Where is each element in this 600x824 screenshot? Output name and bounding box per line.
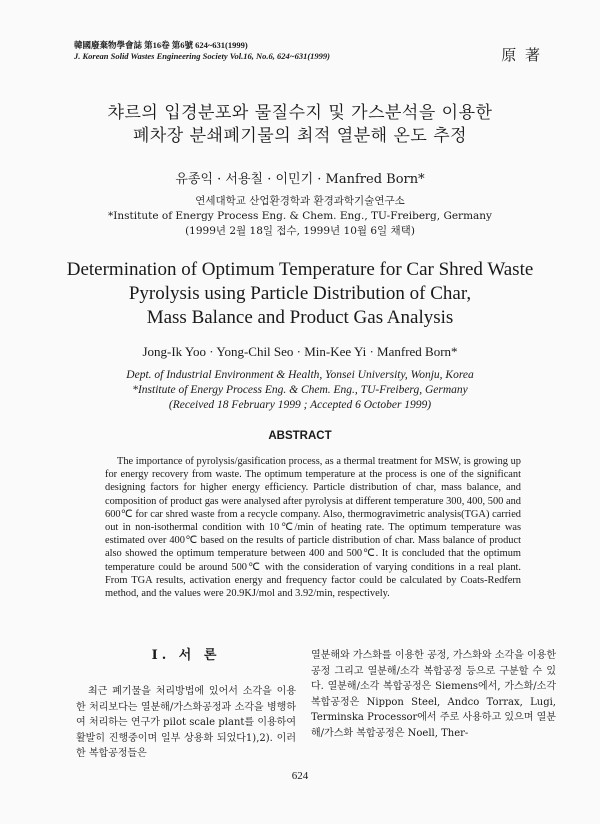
abstract-heading: ABSTRACT [268,430,332,442]
intro-paragraph-left: 최근 폐기물을 처리방법에 있어서 소각을 이용한 처리보다는 열분해/가스화공정과 소각을 병행하여 처리하는 연구가 pilot scale plant를 이용하여 활발히 진행중이며 일부 상용화 되었다1),2). 이러한 복합공정들은 [76,686,296,759]
english-authors: Jong-Ik Yoo · Yong-Chil Seo · Min-Kee Yi · Manfred Born* [142,344,458,359]
korean-authors: 유종익 · 서용칠 · 이민기 · Manfred Born* [175,172,425,187]
right-column [311,648,556,741]
left-column [76,648,296,762]
english-title [0,258,600,330]
english-title-line-3: Mass Balance and Product Gas Analysis [146,307,454,328]
english-title-line-1: Determination of Optimum Temperature for Car Shred Waste [66,259,534,280]
english-affiliation-line-2: *Institute of Energy Process Eng. & Chem. Eng., TU-Freiberg, Germany [132,384,468,396]
journal-header [74,40,330,62]
journal-line-korean: 韓國廢棄物學會誌 第16卷 第6號 624~631(1999) [74,40,248,50]
korean-affiliation-line-2: *Institute of Energy Process Eng. & Chem. Eng., TU-Freiberg, Germany [108,210,492,222]
english-affiliation-line-1: Dept. of Industrial Environment & Health, Yonsei University, Wonju, Korea [126,369,474,381]
abstract-body: The importance of pyrolysis/gasification process, as a thermal treatment for MSW, is growing up for energy recovery from waste. The optimum temperature at the process is one of the significant designing factors for higher energy efficiency. Particle distribution of char, mass balance, and composition of product gas were analysed after pyrolysis at different temperature 300, 400, 500 and 600℃ for car shred waste from a recycle company. Also, thermogravimetric analysis(TGA) carried out in non-isothermal condition with 10℃/min of heating rate. The optimum temperature was estimated over 400℃ based on the results of particle distribution of char. Mass balance of product also showed the optimum temperature between 400 and 500℃. It is concluded that the optimum temperature could be around 500℃ with the consideration of varying conditions in a real plant. From TGA results, activation energy and frequency factor could be calculated by Coats-Redfern method, and the values were 20.9KJ/mol and 3.92/min, respectively. [105,456,521,600]
english-title-line-2: Pyrolysis using Particle Distribution of Char, [128,283,472,304]
korean-title-line-1: 챠르의 입경분포와 물질수지 및 가스분석을 이용한 [107,103,493,123]
korean-title [0,102,600,148]
section-heading-introduction: I. 서 론 [151,648,221,663]
english-affiliation [0,368,600,413]
page-number: 624 [291,770,309,782]
korean-affiliation-line-1: 연세대학교 산업환경학과 환경과학기술연구소 [195,195,405,207]
article-type-label: 原 著 [501,46,542,64]
korean-dates: (1999년 2월 18일 접수, 1999년 10월 6일 채택) [185,225,415,237]
korean-affiliation [0,194,600,239]
korean-title-line-2: 폐차장 분쇄폐기물의 최적 열분해 온도 추정 [132,126,468,146]
english-dates: (Received 18 February 1999 ; Accepted 6 October 1999) [168,399,432,411]
intro-paragraph-right: 열분해와 가스화를 이용한 공정, 가스화와 소각을 이용한 공정 그리고 열분해/소각 복합공정 등으로 구분할 수 있다. 열분해/소각 복합공정은 Siemens에서, 가스화/소각 복합공정은 Nippon Steel, Andco Torrax, Lugi, Terminska Processor에서 주로 사용하고 있으며 열분해/가스화 복합공정은 Noell, Ther- [311,650,556,739]
journal-line-english: J. Korean Solid Wastes Engineering Society Vol.16, No.6, 624~631(1999) [74,51,331,61]
